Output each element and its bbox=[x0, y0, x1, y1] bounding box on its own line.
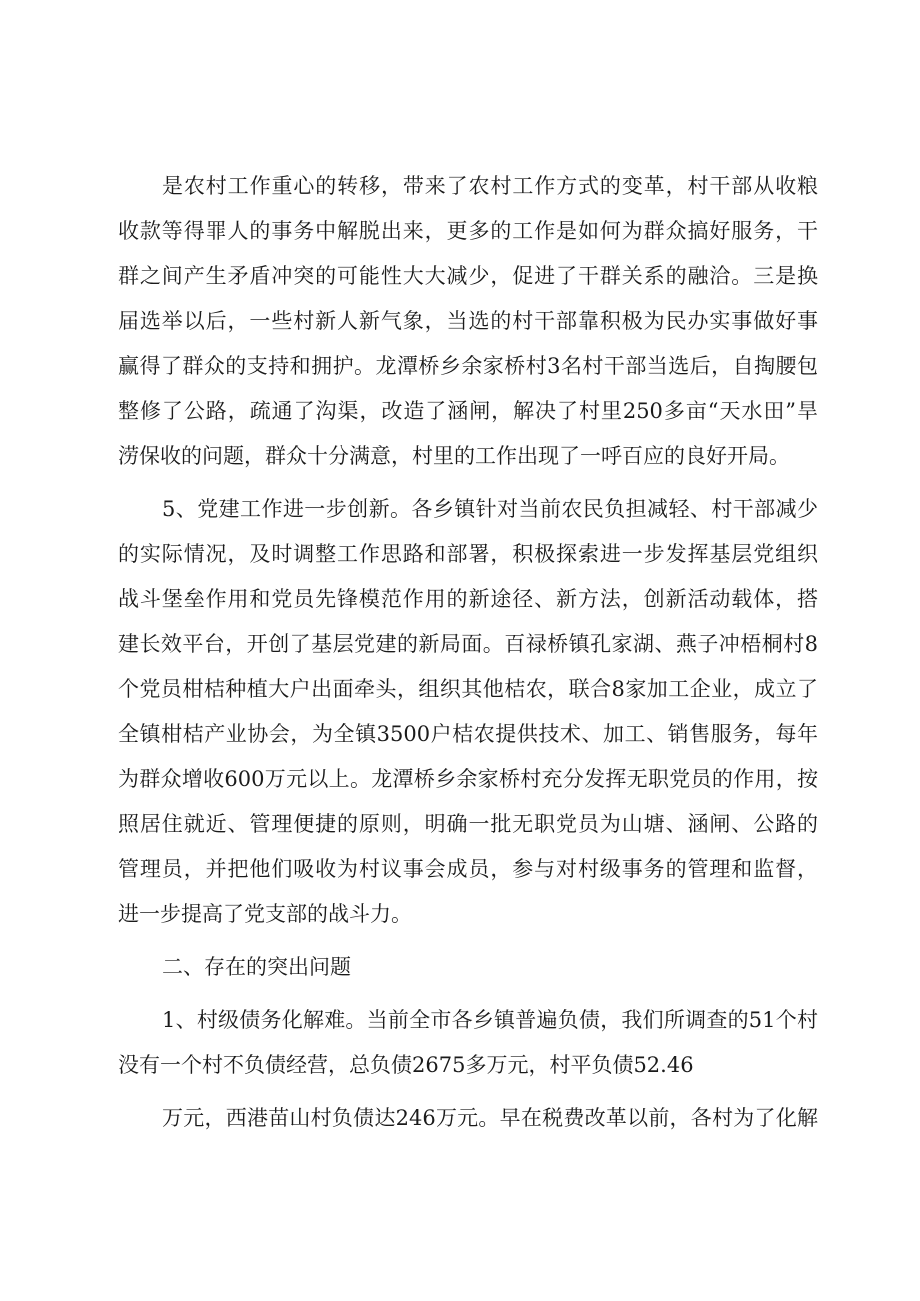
text-line: 全镇柑桔产业协会，为全镇3500户桔农提供技术、加工、销售服务，每年 bbox=[118, 722, 818, 746]
text-line: 没有一个村不负债经营，总负债2675多万元，村平负债52.46 bbox=[118, 1053, 694, 1077]
text-line: 战斗堡垒作用和党员先锋模范作用的新途径、新方法，创新活动载体，搭 bbox=[118, 587, 818, 611]
text-line: 是农村工作重心的转移，带来了农村工作方式的变革，村干部从收粮 bbox=[162, 174, 818, 198]
text-line: 的实际情况，及时调整工作思路和部署，积极探索进一步发挥基层党组织 bbox=[118, 542, 818, 566]
section-heading: 二、存在的突出问题 bbox=[162, 955, 351, 979]
text-line: 涝保收的问题，群众十分满意，村里的工作出现了一呼百应的良好开局。 bbox=[118, 444, 790, 468]
text-line: 建长效平台，开创了基层党建的新局面。百禄桥镇孔家湖、燕子冲梧桐村8 bbox=[118, 632, 818, 656]
text-line: 1、村级债务化解难。当前全市各乡镇普遍负债，我们所调查的51个村 bbox=[162, 1008, 818, 1032]
text-line: 整修了公路，疏通了沟渠，改造了涵闸，解决了村里250多亩“天水田”旱 bbox=[118, 399, 818, 423]
text-line: 收款等得罪人的事务中解脱出来，更多的工作是如何为群众搞好服务，干 bbox=[118, 219, 818, 243]
text-line: 照居住就近、管理便捷的原则，明确一批无职党员为山塘、涵闸、公路的 bbox=[118, 812, 818, 836]
text-line: 万元，西港苗山村负债达246万元。早在税费改革以前，各村为了化解 bbox=[162, 1106, 818, 1130]
text-line: 群之间产生矛盾冲突的可能性大大减少，促进了干群关系的融洽。三是换 bbox=[118, 264, 818, 288]
text-line: 为群众增收600万元以上。龙潭桥乡余家桥村充分发挥无职党员的作用，按 bbox=[118, 767, 818, 791]
text-line: 届选举以后，一些村新人新气象，当选的村干部靠积极为民办实事做好事 bbox=[118, 309, 818, 333]
text-line: 进一步提高了党支部的战斗力。 bbox=[118, 902, 412, 926]
text-line: 赢得了群众的支持和拥护。龙潭桥乡余家桥村3名村干部当选后，自掏腰包 bbox=[118, 354, 818, 378]
text-line: 管理员，并把他们吸收为村议事会成员，参与对村级事务的管理和监督， bbox=[118, 857, 818, 881]
text-line: 个党员柑桔种植大户出面牵头，组织其他桔农，联合8家加工企业，成立了 bbox=[118, 677, 818, 701]
text-line: 5、党建工作进一步创新。各乡镇针对当前农民负担减轻、村干部减少 bbox=[162, 497, 818, 521]
